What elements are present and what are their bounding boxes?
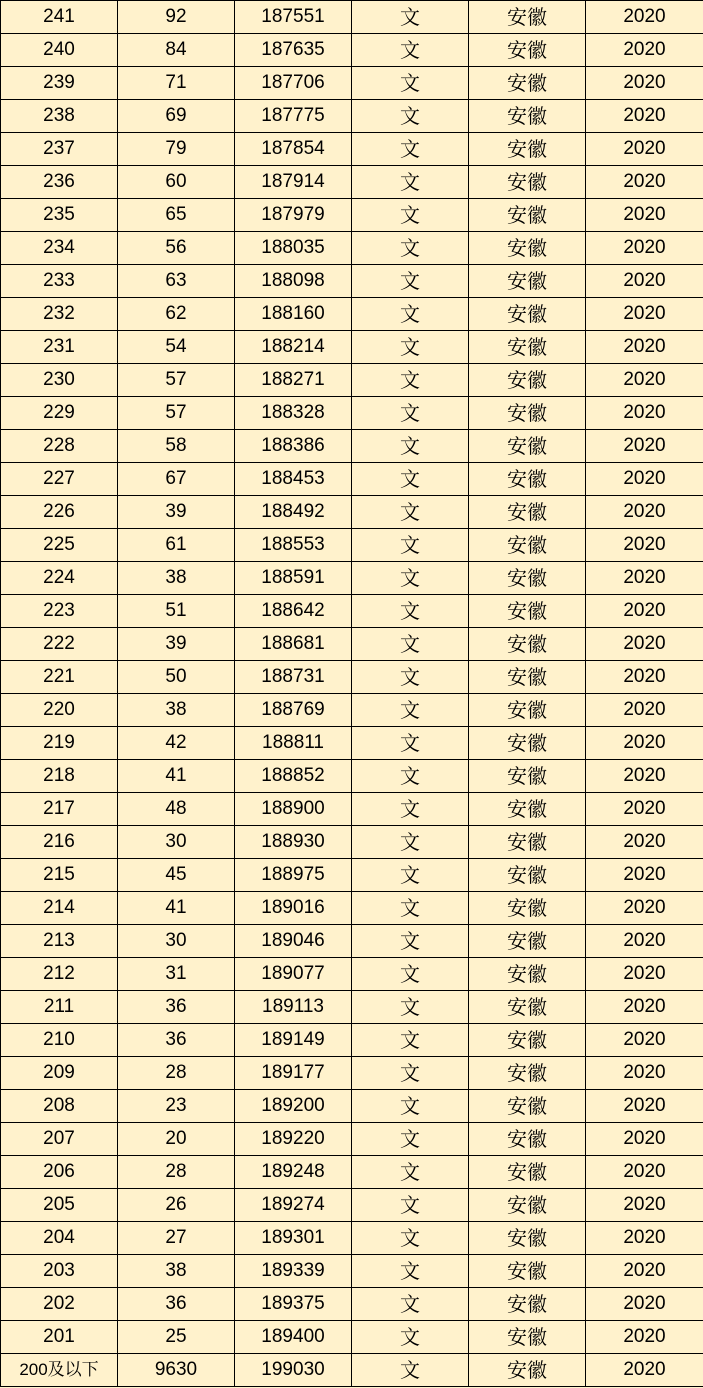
cumulative-cell: 188214 — [235, 331, 352, 364]
subject-cell: 文 — [352, 562, 469, 595]
subject-cell: 文 — [352, 1123, 469, 1156]
cumulative-cell: 188328 — [235, 397, 352, 430]
subject-cell: 文 — [352, 1090, 469, 1123]
table-row — [1, 331, 703, 364]
subject-cell: 文 — [352, 67, 469, 100]
count-cell: 67 — [118, 463, 235, 496]
province-cell: 安徽 — [469, 991, 586, 1024]
count-cell: 38 — [118, 1255, 235, 1288]
score-cell: 216 — [1, 826, 118, 859]
subject-cell: 文 — [352, 100, 469, 133]
subject-cell: 文 — [352, 34, 469, 67]
year-cell: 2020 — [586, 760, 703, 793]
cumulative-cell: 187635 — [235, 34, 352, 67]
province-cell: 安徽 — [469, 1354, 586, 1387]
cumulative-cell: 189274 — [235, 1189, 352, 1222]
score-cell: 213 — [1, 925, 118, 958]
count-cell: 60 — [118, 166, 235, 199]
score-cell: 235 — [1, 199, 118, 232]
province-cell: 安徽 — [469, 694, 586, 727]
table-row — [1, 1, 703, 34]
subject-cell: 文 — [352, 430, 469, 463]
score-cell: 240 — [1, 34, 118, 67]
table-row — [1, 925, 703, 958]
score-cell: 232 — [1, 298, 118, 331]
count-cell: 38 — [118, 562, 235, 595]
subject-cell: 文 — [352, 265, 469, 298]
cumulative-cell: 188492 — [235, 496, 352, 529]
subject-cell: 文 — [352, 331, 469, 364]
score-cell: 215 — [1, 859, 118, 892]
year-cell: 2020 — [586, 430, 703, 463]
province-cell: 安徽 — [469, 826, 586, 859]
subject-cell: 文 — [352, 1057, 469, 1090]
subject-cell: 文 — [352, 859, 469, 892]
score-cell: 210 — [1, 1024, 118, 1057]
score-cell: 230 — [1, 364, 118, 397]
score-cell: 211 — [1, 991, 118, 1024]
year-cell: 2020 — [586, 1288, 703, 1321]
province-cell: 安徽 — [469, 628, 586, 661]
province-cell: 安徽 — [469, 727, 586, 760]
cumulative-cell: 189113 — [235, 991, 352, 1024]
year-cell: 2020 — [586, 133, 703, 166]
cumulative-cell: 189200 — [235, 1090, 352, 1123]
province-cell: 安徽 — [469, 529, 586, 562]
count-cell: 58 — [118, 430, 235, 463]
score-cell: 218 — [1, 760, 118, 793]
score-cell: 229 — [1, 397, 118, 430]
subject-cell: 文 — [352, 496, 469, 529]
score-cell: 225 — [1, 529, 118, 562]
cumulative-cell: 188035 — [235, 232, 352, 265]
province-cell: 安徽 — [469, 133, 586, 166]
score-cell: 201 — [1, 1321, 118, 1354]
table-row — [1, 463, 703, 496]
subject-cell: 文 — [352, 925, 469, 958]
province-cell: 安徽 — [469, 265, 586, 298]
count-cell: 41 — [118, 760, 235, 793]
count-cell: 38 — [118, 694, 235, 727]
province-cell: 安徽 — [469, 331, 586, 364]
table-row — [1, 1288, 703, 1321]
year-cell: 2020 — [586, 397, 703, 430]
province-cell: 安徽 — [469, 463, 586, 496]
score-cell: 203 — [1, 1255, 118, 1288]
table-row — [1, 67, 703, 100]
province-cell: 安徽 — [469, 1255, 586, 1288]
year-cell: 2020 — [586, 661, 703, 694]
cumulative-cell: 189220 — [235, 1123, 352, 1156]
year-cell: 2020 — [586, 1123, 703, 1156]
year-cell: 2020 — [586, 892, 703, 925]
score-cell: 207 — [1, 1123, 118, 1156]
count-cell: 41 — [118, 892, 235, 925]
province-cell: 安徽 — [469, 364, 586, 397]
cumulative-cell: 188386 — [235, 430, 352, 463]
count-cell: 30 — [118, 826, 235, 859]
count-cell: 9630 — [118, 1354, 235, 1387]
province-cell: 安徽 — [469, 199, 586, 232]
count-cell: 26 — [118, 1189, 235, 1222]
count-cell: 65 — [118, 199, 235, 232]
province-cell: 安徽 — [469, 859, 586, 892]
count-cell: 50 — [118, 661, 235, 694]
cumulative-cell: 189016 — [235, 892, 352, 925]
province-cell: 安徽 — [469, 1222, 586, 1255]
table-row — [1, 1090, 703, 1123]
subject-cell: 文 — [352, 958, 469, 991]
table-row — [1, 826, 703, 859]
table-row — [1, 727, 703, 760]
cumulative-cell: 187775 — [235, 100, 352, 133]
count-cell: 57 — [118, 364, 235, 397]
score-cell: 234 — [1, 232, 118, 265]
table-row — [1, 34, 703, 67]
score-cell: 204 — [1, 1222, 118, 1255]
score-cell: 208 — [1, 1090, 118, 1123]
score-cell: 217 — [1, 793, 118, 826]
year-cell: 2020 — [586, 1222, 703, 1255]
year-cell: 2020 — [586, 364, 703, 397]
table-row — [1, 1321, 703, 1354]
cumulative-cell: 188681 — [235, 628, 352, 661]
count-cell: 23 — [118, 1090, 235, 1123]
year-cell: 2020 — [586, 925, 703, 958]
subject-cell: 文 — [352, 793, 469, 826]
score-cell: 228 — [1, 430, 118, 463]
score-cell: 219 — [1, 727, 118, 760]
subject-cell: 文 — [352, 529, 469, 562]
cumulative-cell: 187854 — [235, 133, 352, 166]
cumulative-cell: 188900 — [235, 793, 352, 826]
province-cell: 安徽 — [469, 1024, 586, 1057]
count-cell: 31 — [118, 958, 235, 991]
count-cell: 39 — [118, 628, 235, 661]
table-row — [1, 1189, 703, 1222]
cumulative-cell: 189046 — [235, 925, 352, 958]
score-cell: 222 — [1, 628, 118, 661]
subject-cell: 文 — [352, 463, 469, 496]
cumulative-cell: 189177 — [235, 1057, 352, 1090]
province-cell: 安徽 — [469, 1288, 586, 1321]
subject-cell: 文 — [352, 1, 469, 34]
table-row — [1, 991, 703, 1024]
province-cell: 安徽 — [469, 1, 586, 34]
cumulative-cell: 188731 — [235, 661, 352, 694]
province-cell: 安徽 — [469, 1189, 586, 1222]
province-cell: 安徽 — [469, 397, 586, 430]
province-cell: 安徽 — [469, 34, 586, 67]
count-cell: 62 — [118, 298, 235, 331]
year-cell: 2020 — [586, 199, 703, 232]
subject-cell: 文 — [352, 727, 469, 760]
province-cell: 安徽 — [469, 892, 586, 925]
province-cell: 安徽 — [469, 1156, 586, 1189]
table-row — [1, 661, 703, 694]
subject-cell: 文 — [352, 1189, 469, 1222]
year-cell: 2020 — [586, 595, 703, 628]
score-cell: 227 — [1, 463, 118, 496]
score-cell: 202 — [1, 1288, 118, 1321]
table-row — [1, 859, 703, 892]
subject-cell: 文 — [352, 595, 469, 628]
year-cell: 2020 — [586, 265, 703, 298]
table-row — [1, 199, 703, 232]
subject-cell: 文 — [352, 397, 469, 430]
count-cell: 45 — [118, 859, 235, 892]
province-cell: 安徽 — [469, 1321, 586, 1354]
table-row — [1, 793, 703, 826]
table-row — [1, 958, 703, 991]
table-row — [1, 265, 703, 298]
year-cell: 2020 — [586, 1057, 703, 1090]
province-cell: 安徽 — [469, 925, 586, 958]
table-row — [1, 595, 703, 628]
year-cell: 2020 — [586, 100, 703, 133]
province-cell: 安徽 — [469, 1123, 586, 1156]
cumulative-cell: 188453 — [235, 463, 352, 496]
table-body — [1, 1, 703, 1387]
subject-cell: 文 — [352, 232, 469, 265]
score-cell: 238 — [1, 100, 118, 133]
subject-cell: 文 — [352, 760, 469, 793]
subject-cell: 文 — [352, 133, 469, 166]
count-cell: 84 — [118, 34, 235, 67]
province-cell: 安徽 — [469, 1090, 586, 1123]
count-cell: 54 — [118, 331, 235, 364]
year-cell: 2020 — [586, 1, 703, 34]
province-cell: 安徽 — [469, 496, 586, 529]
score-cell: 233 — [1, 265, 118, 298]
score-cell: 206 — [1, 1156, 118, 1189]
cumulative-cell: 189077 — [235, 958, 352, 991]
cumulative-cell: 188975 — [235, 859, 352, 892]
cumulative-cell: 189400 — [235, 1321, 352, 1354]
cumulative-cell: 187706 — [235, 67, 352, 100]
score-cell: 214 — [1, 892, 118, 925]
score-cell: 241 — [1, 1, 118, 34]
year-cell: 2020 — [586, 562, 703, 595]
cumulative-cell: 188591 — [235, 562, 352, 595]
score-cell: 223 — [1, 595, 118, 628]
cumulative-cell: 189301 — [235, 1222, 352, 1255]
score-cell: 212 — [1, 958, 118, 991]
score-cell: 200及以下 — [1, 1354, 118, 1387]
count-cell: 51 — [118, 595, 235, 628]
cumulative-cell: 189375 — [235, 1288, 352, 1321]
subject-cell: 文 — [352, 1156, 469, 1189]
year-cell: 2020 — [586, 826, 703, 859]
year-cell: 2020 — [586, 694, 703, 727]
count-cell: 92 — [118, 1, 235, 34]
count-cell: 42 — [118, 727, 235, 760]
cumulative-cell: 188098 — [235, 265, 352, 298]
count-cell: 57 — [118, 397, 235, 430]
province-cell: 安徽 — [469, 793, 586, 826]
subject-cell: 文 — [352, 991, 469, 1024]
year-cell: 2020 — [586, 1255, 703, 1288]
table-row — [1, 496, 703, 529]
score-cell: 205 — [1, 1189, 118, 1222]
subject-cell: 文 — [352, 364, 469, 397]
cumulative-cell: 188811 — [235, 727, 352, 760]
year-cell: 2020 — [586, 727, 703, 760]
year-cell: 2020 — [586, 1321, 703, 1354]
subject-cell: 文 — [352, 1222, 469, 1255]
year-cell: 2020 — [586, 67, 703, 100]
table-row — [1, 1255, 703, 1288]
province-cell: 安徽 — [469, 595, 586, 628]
cumulative-cell: 187979 — [235, 199, 352, 232]
table-row — [1, 298, 703, 331]
table-row — [1, 562, 703, 595]
subject-cell: 文 — [352, 1255, 469, 1288]
cumulative-cell: 188642 — [235, 595, 352, 628]
province-cell: 安徽 — [469, 232, 586, 265]
score-cell: 209 — [1, 1057, 118, 1090]
count-cell: 79 — [118, 133, 235, 166]
year-cell: 2020 — [586, 166, 703, 199]
province-cell: 安徽 — [469, 100, 586, 133]
province-cell: 安徽 — [469, 958, 586, 991]
count-cell: 36 — [118, 991, 235, 1024]
score-cell: 226 — [1, 496, 118, 529]
province-cell: 安徽 — [469, 1057, 586, 1090]
year-cell: 2020 — [586, 298, 703, 331]
year-cell: 2020 — [586, 34, 703, 67]
count-cell: 71 — [118, 67, 235, 100]
table-row — [1, 1222, 703, 1255]
year-cell: 2020 — [586, 1090, 703, 1123]
table-row — [1, 430, 703, 463]
province-cell: 安徽 — [469, 562, 586, 595]
province-cell: 安徽 — [469, 430, 586, 463]
count-cell: 25 — [118, 1321, 235, 1354]
year-cell: 2020 — [586, 793, 703, 826]
cumulative-cell: 188160 — [235, 298, 352, 331]
count-cell: 69 — [118, 100, 235, 133]
cumulative-cell: 187914 — [235, 166, 352, 199]
cumulative-cell: 188553 — [235, 529, 352, 562]
table-row — [1, 364, 703, 397]
cumulative-cell: 187551 — [235, 1, 352, 34]
province-cell: 安徽 — [469, 298, 586, 331]
table-row — [1, 694, 703, 727]
subject-cell: 文 — [352, 166, 469, 199]
year-cell: 2020 — [586, 529, 703, 562]
province-cell: 安徽 — [469, 661, 586, 694]
year-cell: 2020 — [586, 1189, 703, 1222]
cumulative-cell: 188930 — [235, 826, 352, 859]
subject-cell: 文 — [352, 694, 469, 727]
score-cell: 237 — [1, 133, 118, 166]
table-row — [1, 166, 703, 199]
year-cell: 2020 — [586, 232, 703, 265]
subject-cell: 文 — [352, 1288, 469, 1321]
subject-cell: 文 — [352, 1354, 469, 1387]
table-row — [1, 892, 703, 925]
score-cell: 224 — [1, 562, 118, 595]
year-cell: 2020 — [586, 958, 703, 991]
count-cell: 30 — [118, 925, 235, 958]
table-row — [1, 1123, 703, 1156]
table-row — [1, 133, 703, 166]
count-cell: 39 — [118, 496, 235, 529]
cumulative-cell: 189149 — [235, 1024, 352, 1057]
subject-cell: 文 — [352, 1024, 469, 1057]
year-cell: 2020 — [586, 463, 703, 496]
cumulative-cell: 199030 — [235, 1354, 352, 1387]
subject-cell: 文 — [352, 661, 469, 694]
year-cell: 2020 — [586, 331, 703, 364]
count-cell: 61 — [118, 529, 235, 562]
cumulative-cell: 188271 — [235, 364, 352, 397]
count-cell: 27 — [118, 1222, 235, 1255]
year-cell: 2020 — [586, 1156, 703, 1189]
table-row — [1, 529, 703, 562]
province-cell: 安徽 — [469, 67, 586, 100]
table-row — [1, 628, 703, 661]
score-cell: 231 — [1, 331, 118, 364]
subject-cell: 文 — [352, 892, 469, 925]
year-cell: 2020 — [586, 859, 703, 892]
table-row — [1, 760, 703, 793]
province-cell: 安徽 — [469, 166, 586, 199]
cumulative-cell: 189248 — [235, 1156, 352, 1189]
count-cell: 28 — [118, 1057, 235, 1090]
table-row — [1, 1156, 703, 1189]
count-cell: 48 — [118, 793, 235, 826]
subject-cell: 文 — [352, 628, 469, 661]
cumulative-cell: 189339 — [235, 1255, 352, 1288]
subject-cell: 文 — [352, 298, 469, 331]
year-cell: 2020 — [586, 1354, 703, 1387]
table-row — [1, 1354, 703, 1387]
cumulative-cell: 188769 — [235, 694, 352, 727]
count-cell: 20 — [118, 1123, 235, 1156]
score-cell: 221 — [1, 661, 118, 694]
subject-cell: 文 — [352, 826, 469, 859]
year-cell: 2020 — [586, 1024, 703, 1057]
table-row — [1, 1057, 703, 1090]
count-cell: 28 — [118, 1156, 235, 1189]
table-row — [1, 100, 703, 133]
province-cell: 安徽 — [469, 760, 586, 793]
year-cell: 2020 — [586, 991, 703, 1024]
score-cell: 220 — [1, 694, 118, 727]
cumulative-cell: 188852 — [235, 760, 352, 793]
year-cell: 2020 — [586, 628, 703, 661]
score-cell: 236 — [1, 166, 118, 199]
table-row — [1, 232, 703, 265]
subject-cell: 文 — [352, 1321, 469, 1354]
count-cell: 36 — [118, 1288, 235, 1321]
count-cell: 36 — [118, 1024, 235, 1057]
year-cell: 2020 — [586, 496, 703, 529]
score-cell: 239 — [1, 67, 118, 100]
table-row — [1, 1024, 703, 1057]
count-cell: 56 — [118, 232, 235, 265]
count-cell: 63 — [118, 265, 235, 298]
subject-cell: 文 — [352, 199, 469, 232]
table-row — [1, 397, 703, 430]
